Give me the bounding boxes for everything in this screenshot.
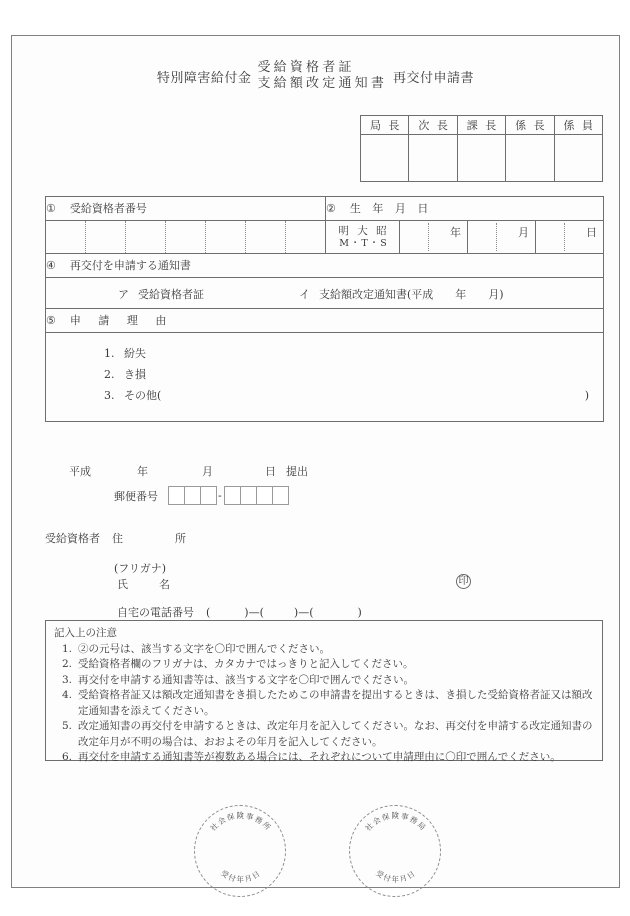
field5-reasons-cell [46,333,604,422]
birth-year-inner [400,221,467,253]
document-title [12,60,619,93]
field1-number: ① [46,202,56,215]
postal-code-box[interactable] [256,486,273,505]
instructions-list [54,642,594,766]
instruction-text: 受給資格者欄のフリガナは、カタカナではっきりと記入してください。 [78,658,414,671]
option-certificate-marker: ア [118,288,129,301]
instruction-text: 再交付を申請する通知書等は、該当する文字を〇印で囲んでください。 [78,673,414,686]
field5-reasons-row [46,333,604,422]
title-tail-text: 再交付申請書 [393,70,475,86]
instructions-title: 記入上の注意 [54,627,117,639]
notice-type-options [46,278,603,308]
instruction-index: 4. [62,689,73,702]
main-form-table [45,196,604,422]
postal-code-dash: - [218,489,222,502]
recipient-number-input[interactable] [46,221,326,254]
title-subject-stack [257,60,387,93]
receipt-stamp-office [194,805,286,897]
field5-label-row [46,309,604,333]
stamp-office-top-text: 社会保険事務所 [208,811,274,833]
field5-number: ⑤ [46,314,56,327]
postal-code-box[interactable] [184,486,201,505]
instruction-index: 6. [62,751,73,764]
submission-month-unit: 月 [202,465,213,478]
field4-label: 再交付を申請する通知書 [69,259,191,272]
applicant-title: 受給資格者 [45,532,100,545]
birth-day-cell[interactable] [536,221,604,254]
form-page [11,35,620,888]
telephone-label: 自宅の電話番号 [117,606,194,619]
instruction-item [54,750,594,766]
submission-date-line[interactable] [69,463,308,479]
receipt-stamp-office-text [195,806,287,898]
title-line-certificate: 受給資格者証 [257,60,355,75]
submission-verb: 提出 [286,465,308,478]
telephone-open-2: ( [259,606,264,619]
instruction-index: 1. [62,642,73,655]
instruction-item [54,657,594,673]
birth-month-inner [468,221,535,253]
approval-header-section-chief: 課 長 [457,116,505,135]
reason-item-other-label: その他( [124,389,162,402]
instruction-text: 再交付を申請する通知書等が複数ある場合には、それぞれについて申請理由に〇印で囲んでください。 [78,751,561,764]
instruction-index: 3. [62,673,73,686]
birth-year-unit: 年 [450,226,461,239]
instructions-box [45,620,603,764]
field1-label: 受給資格者番号 [69,202,147,215]
postal-code-box[interactable] [272,486,289,505]
reason-item-damaged-label: き損 [124,368,146,381]
birth-year-divider [428,223,429,251]
recipient-number-grid [46,221,325,253]
applicant-furigana-label: (フリガナ) [114,562,167,575]
field4-number: ④ [46,259,56,272]
birth-era-inner [326,222,399,252]
field-entry-row [46,221,604,254]
applicant-name-label: 氏 名 [117,578,180,591]
field4-options-row [46,278,604,309]
stamp-bureau-bottom-text: 受付年月日 [374,868,418,884]
birth-month-divider [496,223,497,251]
approval-header-deputy-chief: 次 長 [409,116,457,135]
applicant-address-line[interactable] [45,530,196,546]
option-revision-notice[interactable] [299,286,504,302]
option-revision-notice-marker: イ [299,288,310,301]
field2-number: ② [326,202,336,215]
field5-label-cell [46,309,604,333]
telephone-close-3: ) [357,606,362,619]
submission-era: 平成 [69,465,91,478]
instruction-item [54,673,594,689]
reason-item-lost-index: 1. [104,347,115,360]
instruction-text: ②の元号は、該当する文字を〇印で囲んでください。 [78,642,330,655]
reason-item-other-index: 3. [104,389,115,402]
birth-era-romaji: M・T・S [339,237,389,249]
reason-item-damaged[interactable] [46,364,603,385]
instruction-item [54,688,594,719]
field4-label-row [46,254,604,278]
postal-code-row [114,486,288,505]
recipient-number-cell[interactable] [126,221,166,253]
option-certificate-label: 受給資格者証 [138,288,204,301]
stamp-office-bottom-text: 受付年月日 [219,868,263,884]
approval-stamp-cell-deputy-chief[interactable] [409,135,457,182]
reason-item-lost[interactable] [46,343,603,364]
applicant-address-label: 住 所 [112,532,196,545]
option-revision-notice-label: 支給額改定通知書(平成 [319,288,434,301]
instruction-index: 2. [62,658,73,671]
telephone-dash-2: — [298,606,310,619]
postal-code-label: 郵便番号 [114,489,158,503]
approval-header-staff: 係 員 [554,116,602,135]
applicant-telephone-line[interactable] [117,604,362,620]
submission-day-unit: 日 [265,465,276,478]
reason-item-damaged-index: 2. [104,368,115,381]
stamp-bureau-top-text: 社会保険事務局 [363,811,429,833]
approval-header-unit-chief: 係 長 [506,116,554,135]
telephone-close-2: ) [293,606,299,619]
seal-icon: 印 [456,574,471,589]
birth-year-cell[interactable] [400,221,468,254]
telephone-open-3: ( [309,606,314,619]
field-label-row [46,197,604,221]
instruction-item [54,719,594,750]
field4-label-cell [46,254,604,278]
instruction-text: 受給資格者証又は額改定通知書をき損したためこの申請書を提出するときは、き損した受給資格者証又は額改定通知書を添えてください。 [78,689,593,717]
recipient-number-cell[interactable] [166,221,206,253]
recipient-number-cell[interactable] [206,221,246,253]
reason-list [46,333,603,421]
telephone-dash-1: — [248,606,260,619]
approval-stamp-cell-section-chief[interactable] [457,135,505,182]
instruction-text: 改定通知書の再交付を申請するときは、改定年月を記入してください。なお、再交付を申請する改定通知書の改定年月が不明の場合は、おおよその年月を記入してください。 [78,720,593,748]
postal-code-box[interactable] [224,486,241,505]
birth-month-cell[interactable] [468,221,536,254]
instruction-item [54,642,594,658]
option-certificate[interactable] [118,286,204,302]
title-line-notice: 支給額改定通知書 [257,76,388,92]
option-revision-year: 年 [455,288,467,301]
birth-day-divider [564,223,565,251]
postal-code-box[interactable] [168,486,185,505]
approval-stamp-cell-staff[interactable] [554,135,602,182]
approval-stamp-cell-unit-chief[interactable] [506,135,554,182]
approval-stamp-row [361,135,603,182]
receipt-stamp-bureau [349,805,441,897]
birth-day-unit: 日 [586,226,597,239]
approval-header-bureau-chief: 局 長 [361,116,409,135]
approval-table [360,115,603,182]
approval-stamp-cell-bureau-chief[interactable] [361,135,409,182]
field2-label: 生 年 月 日 [349,202,433,215]
approval-header-row [361,116,603,135]
field4-options-cell [46,278,604,309]
recipient-number-cell[interactable] [46,221,86,253]
field1-label-cell [46,197,326,221]
telephone-open-1: ( [206,606,211,619]
reason-item-other[interactable] [46,385,603,406]
telephone-close-1: ) [244,606,249,619]
recipient-number-cell[interactable] [286,221,325,253]
field5-label: 申 請 理 由 [69,314,174,327]
reason-item-lost-label: 紛失 [124,347,146,360]
receipt-stamp-bureau-text [350,806,442,898]
recipient-number-cell[interactable] [246,221,286,253]
recipient-number-cell[interactable] [86,221,126,253]
reason-item-other-close-paren: ) [584,389,589,402]
instruction-index: 5. [62,720,73,733]
option-revision-month: 月) [488,288,504,301]
postal-code-box[interactable] [240,486,257,505]
birth-era-japanese: 明 大 昭 [338,224,390,237]
birth-day-inner [536,221,603,253]
birth-era-cell[interactable] [326,221,400,254]
birth-month-unit: 月 [518,226,529,239]
submission-year-unit: 年 [137,465,148,478]
field2-label-cell [326,197,604,221]
title-main-text: 特別障害給付金 [156,70,252,86]
postal-code-box[interactable] [200,486,217,505]
